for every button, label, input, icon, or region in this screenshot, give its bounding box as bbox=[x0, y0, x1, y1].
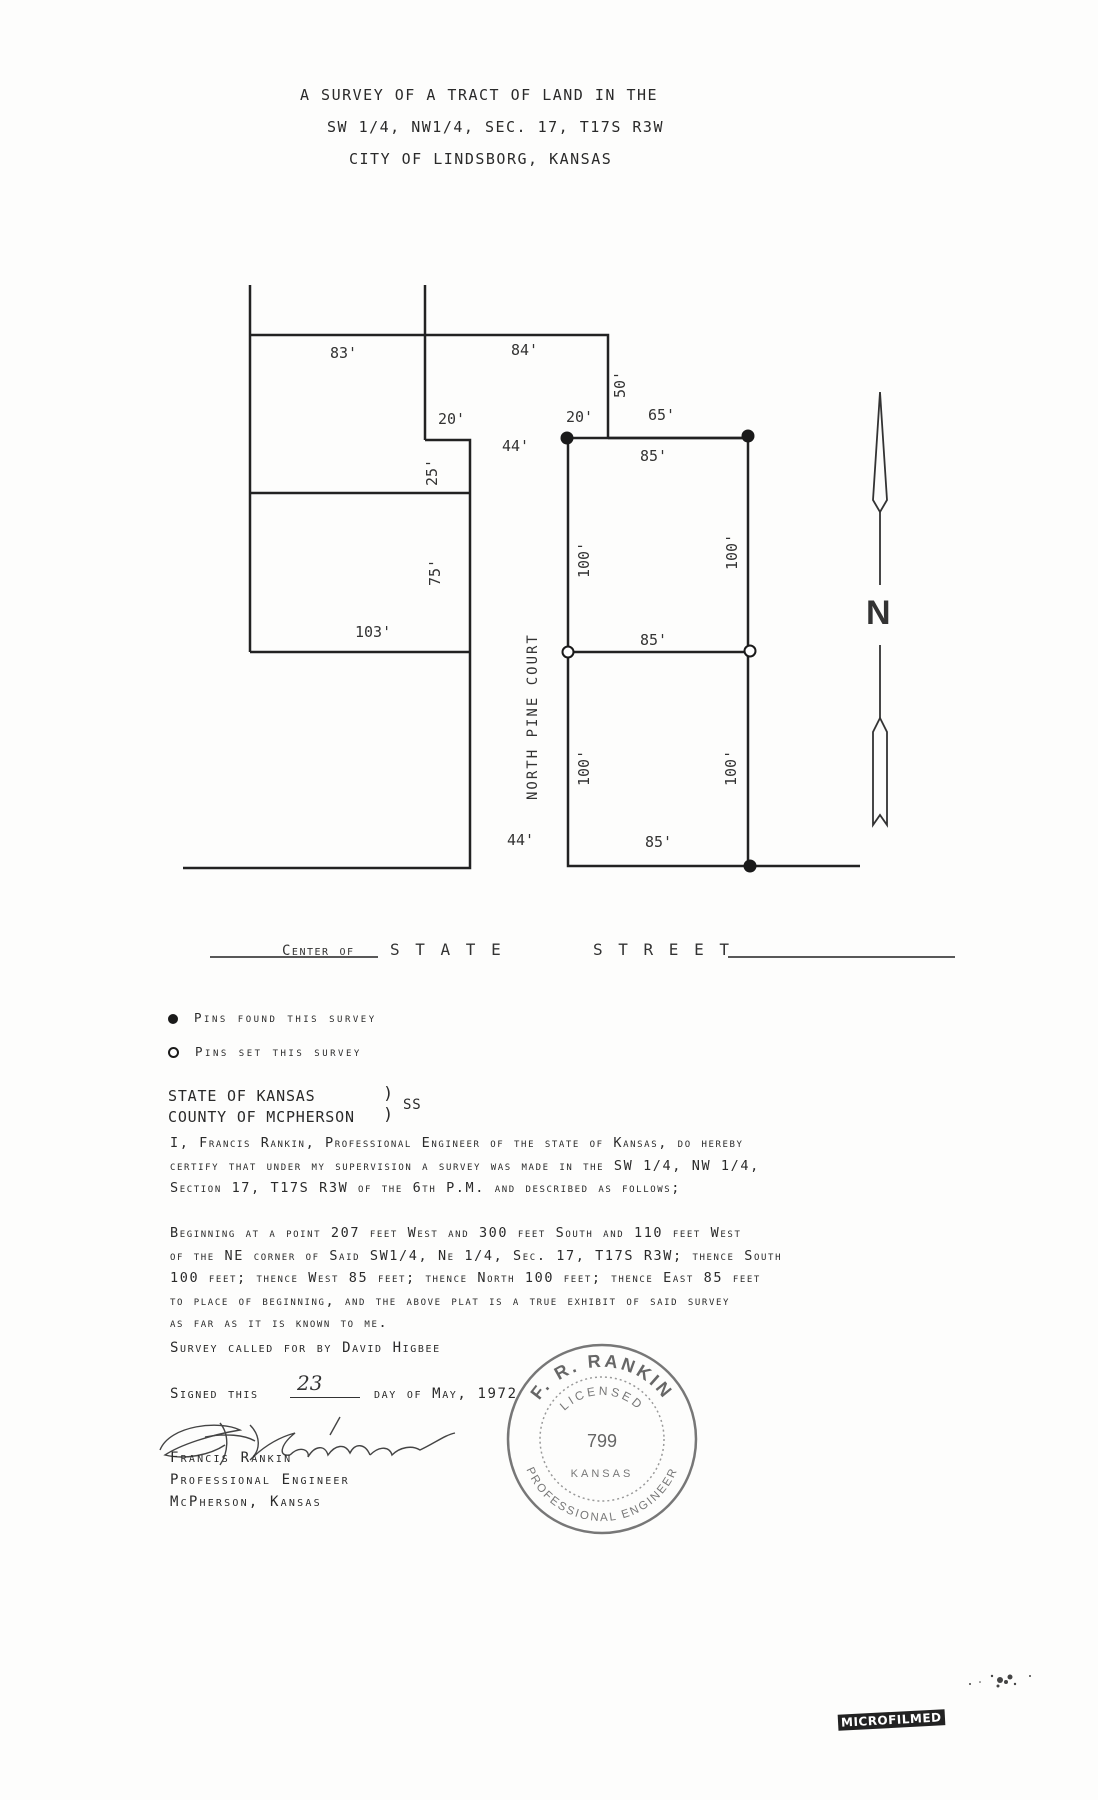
seal-state: KANSAS bbox=[570, 1468, 634, 1480]
venue-county: COUNTY OF MCPHERSON bbox=[168, 1108, 355, 1126]
scan-speckle bbox=[940, 1662, 1050, 1702]
seal-licensed-text: LICENSED bbox=[556, 1383, 647, 1414]
north-label: N bbox=[866, 594, 891, 632]
dim-75: 75' bbox=[426, 558, 444, 586]
street-label-north-pine-court: NORTH PINE COURT bbox=[525, 633, 541, 800]
pin-found bbox=[742, 430, 755, 443]
plat-line bbox=[250, 335, 608, 438]
microfilm-mark: MICROFILMED bbox=[838, 1709, 945, 1731]
engineer-role: Professional Engineer bbox=[170, 1472, 350, 1488]
seal-top-text: F. R. RANKIN bbox=[526, 1350, 678, 1404]
professional-seal bbox=[505, 1342, 700, 1537]
dim-44-top: 44' bbox=[502, 437, 530, 455]
signed-day: 23 bbox=[297, 1371, 323, 1395]
dim-65: 65' bbox=[648, 406, 676, 424]
seal-bottom-text: PROFESSIONAL ENGINEER bbox=[523, 1465, 681, 1525]
venue-brace-2: ) bbox=[383, 1105, 395, 1125]
street-word: S T R E E T bbox=[593, 940, 732, 959]
legend-set-label: Pins set this survey bbox=[195, 1044, 362, 1059]
venue-state: STATE OF KANSAS bbox=[168, 1087, 316, 1105]
pin-found-icon bbox=[168, 1014, 178, 1024]
venue-brace-1: ) bbox=[383, 1084, 395, 1104]
signed-prefix: Signed this bbox=[170, 1386, 259, 1402]
engineer-city: McPherson, Kansas bbox=[170, 1494, 322, 1510]
signed-suffix: day of May, 1972 bbox=[374, 1386, 518, 1402]
pin-set bbox=[745, 646, 756, 657]
center-of-label: Center of bbox=[282, 943, 355, 959]
pin-found bbox=[744, 860, 757, 873]
state-word: S T A T E bbox=[390, 940, 504, 959]
dim-83: 83' bbox=[330, 344, 358, 362]
certificate-paragraph-2: Beginning at a point 207 feet West and 300 feet South and 110 feet West of the NE corner of Said SW1/4, Ne 1/4, Sec. 17, T17S R3W; thence South 100 feet; thence West 85 feet; thence North 100 feet; thence East 85 feet to place of beginning, and the above plat is a true exhibit of said survey as far as it is known to me. bbox=[170, 1225, 783, 1331]
dim-85-mid: 85' bbox=[640, 631, 668, 649]
dim-103: 103' bbox=[355, 623, 392, 641]
dim-100-left-top: 100' bbox=[575, 541, 593, 578]
engineer-name: Francis Rankin bbox=[170, 1450, 293, 1466]
dim-100-right-top: 100' bbox=[723, 533, 741, 570]
pin-set bbox=[563, 647, 574, 658]
plat-line bbox=[183, 440, 470, 868]
dim-85-bottom: 85' bbox=[645, 833, 673, 851]
survey-called-for: Survey called for by David Higbee bbox=[170, 1340, 441, 1356]
title-line-1: A SURVEY OF A TRACT OF LAND IN THE bbox=[300, 86, 659, 104]
dim-84: 84' bbox=[511, 341, 539, 359]
pin-set-icon bbox=[168, 1047, 179, 1058]
dim-100-left-bottom: 100' bbox=[575, 749, 593, 786]
dim-85-top: 85' bbox=[640, 447, 668, 465]
dim-20-right: 20' bbox=[566, 408, 594, 426]
dim-25: 25' bbox=[423, 458, 441, 486]
pin-found bbox=[561, 432, 574, 445]
signed-day-underline bbox=[290, 1397, 360, 1398]
seal-number: 799 bbox=[586, 1431, 618, 1451]
venue-ss: SS bbox=[403, 1097, 422, 1113]
dim-50: 50' bbox=[611, 370, 629, 398]
legend-set bbox=[168, 1044, 362, 1059]
dim-44-bottom: 44' bbox=[507, 831, 535, 849]
dim-20-left: 20' bbox=[438, 410, 466, 428]
title-line-3: CITY OF LINDSBORG, KANSAS bbox=[349, 150, 613, 168]
legend-found-label: Pins found this survey bbox=[194, 1010, 377, 1025]
certificate-paragraph-1: I, Francis Rankin, Professional Engineer of the state of Kansas, do hereby certify that under my supervision a survey was made in the SW 1/4, NW 1/4, Section 17, T17S R3W of the 6th P.M. and described as follows; bbox=[170, 1135, 760, 1196]
title-line-2: SW 1/4, NW1/4, SEC. 17, T17S R3W bbox=[327, 118, 664, 136]
dim-100-right-bottom: 100' bbox=[722, 749, 740, 786]
legend-found bbox=[168, 1010, 377, 1025]
